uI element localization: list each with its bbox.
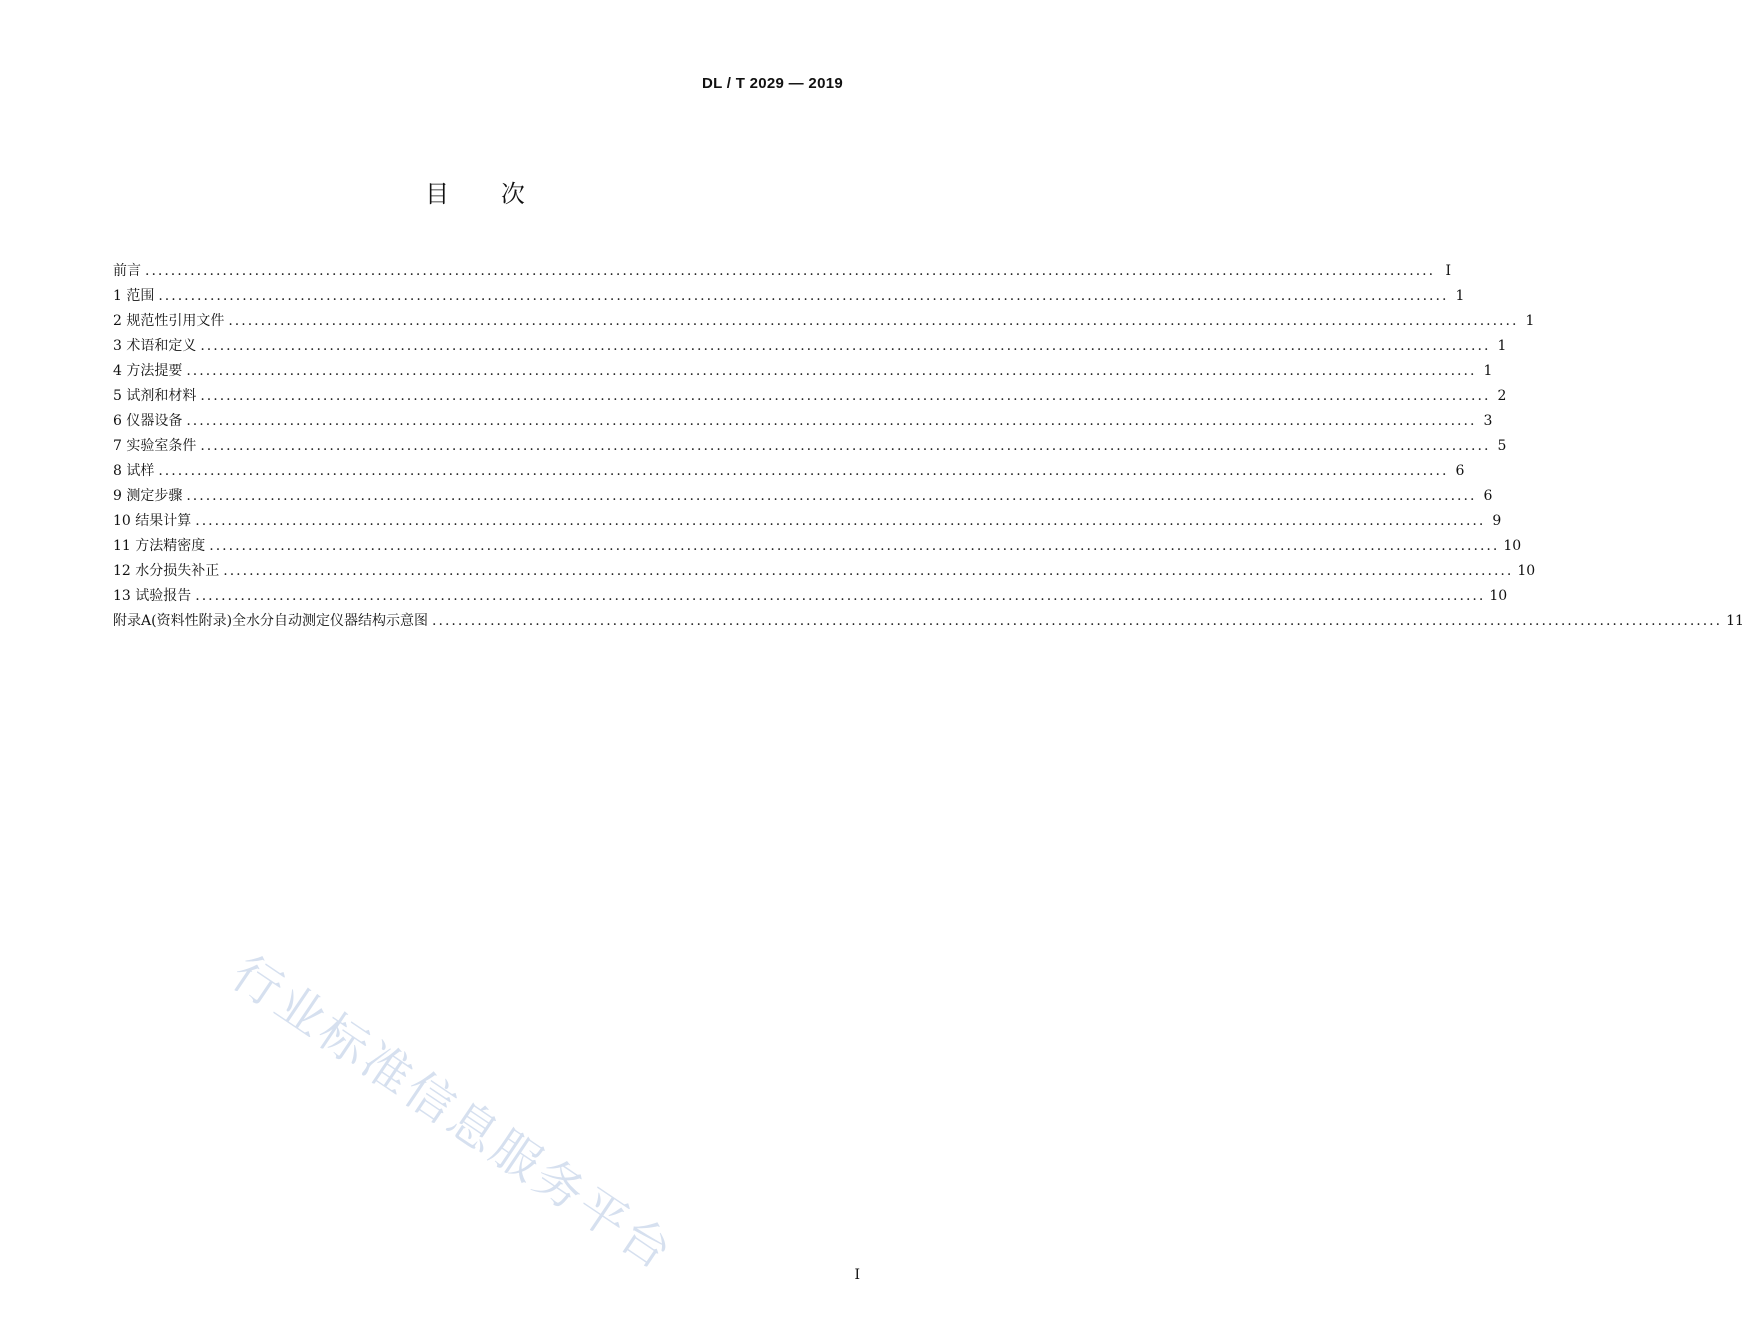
page-title-char-2: 次 xyxy=(500,180,525,208)
toc-dot-leader: ........................................................................................................................................................................................................ xyxy=(223,563,1514,579)
toc-entry-page: 10 xyxy=(1489,588,1508,604)
toc-entry-page: 3 xyxy=(1483,413,1493,429)
toc-dot-leader: ........................................................................................................................................................................................................ xyxy=(209,538,1500,554)
toc-entry-page: 10 xyxy=(1503,538,1522,554)
toc-entry-label: 9 测定步骤 xyxy=(113,488,183,504)
toc-entry-page: 9 xyxy=(1492,513,1502,529)
toc-entry-label: 7 实验室条件 xyxy=(113,438,197,454)
toc-entry[interactable] xyxy=(113,284,1465,309)
toc-entry-page: 6 xyxy=(1483,488,1493,504)
toc-entry-label: 13 试验报告 xyxy=(113,588,192,604)
toc-dot-leader: ........................................................................................................................................................................................................ xyxy=(186,488,1477,504)
toc-entry-label: 11 方法精密度 xyxy=(113,538,206,554)
toc-entry-label: 前言 xyxy=(113,263,141,279)
toc-entry-page: 2 xyxy=(1497,388,1507,404)
toc-dot-leader: ........................................................................................................................................................................................................ xyxy=(228,313,1519,329)
toc-entry[interactable] xyxy=(113,259,1452,284)
toc-entry-page: 5 xyxy=(1497,438,1507,454)
page-title-char-1: 目 xyxy=(425,180,450,208)
table-of-contents xyxy=(113,259,1744,634)
toc-entry-page: 6 xyxy=(1455,463,1465,479)
toc-entry[interactable] xyxy=(113,459,1465,484)
toc-dot-leader: ........................................................................................................................................................................................................ xyxy=(186,413,1477,429)
toc-entry-label: 附录A(资料性附录)全水分自动测定仪器结构示意图 xyxy=(113,613,429,629)
toc-entry[interactable] xyxy=(113,309,1535,334)
page-title xyxy=(0,174,950,209)
toc-dot-leader: ........................................................................................................................................................................................................ xyxy=(200,388,1491,404)
standard-code: DL / T 2029 — 2019 xyxy=(701,75,843,92)
toc-entry[interactable] xyxy=(113,534,1522,559)
toc-entry[interactable] xyxy=(113,359,1493,384)
toc-entry-label: 4 方法提要 xyxy=(113,363,183,379)
toc-entry-page: 1 xyxy=(1483,363,1493,379)
toc-entry-label: 2 规范性引用文件 xyxy=(113,313,225,329)
toc-entry-label: 1 范围 xyxy=(113,288,155,304)
toc-entry-label: 10 结果计算 xyxy=(113,513,192,529)
toc-entry[interactable] xyxy=(113,584,1508,609)
toc-entry-label: 3 术语和定义 xyxy=(113,338,197,354)
toc-entry[interactable] xyxy=(113,434,1507,459)
toc-entry[interactable] xyxy=(113,409,1493,434)
toc-dot-leader: ........................................................................................................................................................................................................ xyxy=(158,463,1449,479)
toc-dot-leader: ........................................................................................................................................................................................................ xyxy=(200,438,1491,454)
toc-entry[interactable] xyxy=(113,559,1536,584)
toc-dot-leader: ........................................................................................................................................................................................................ xyxy=(432,613,1723,629)
toc-entry[interactable] xyxy=(113,484,1493,509)
toc-dot-leader: ........................................................................................................................................................................................................ xyxy=(145,263,1436,279)
toc-dot-leader: ........................................................................................................................................................................................................ xyxy=(158,288,1449,304)
toc-dot-leader: ........................................................................................................................................................................................................ xyxy=(195,513,1486,529)
toc-entry[interactable] xyxy=(113,509,1502,534)
toc-entry-page: I xyxy=(1445,263,1452,279)
watermark: 行业标准信息服务平台 xyxy=(221,945,685,1283)
toc-entry[interactable] xyxy=(113,609,1744,634)
toc-entry-label: 6 仪器设备 xyxy=(113,413,183,429)
page-number: I xyxy=(854,1267,860,1283)
toc-entry-page: 1 xyxy=(1455,288,1465,304)
toc-dot-leader: ........................................................................................................................................................................................................ xyxy=(200,338,1491,354)
toc-entry-page: 1 xyxy=(1497,338,1507,354)
toc-entry-page: 10 xyxy=(1517,563,1536,579)
toc-entry-page: 1 xyxy=(1525,313,1535,329)
toc-entry-page: 11 xyxy=(1726,613,1744,629)
toc-entry-label: 8 试样 xyxy=(113,463,155,479)
toc-dot-leader: ........................................................................................................................................................................................................ xyxy=(195,588,1486,604)
toc-entry[interactable] xyxy=(113,384,1507,409)
toc-entry[interactable] xyxy=(113,334,1507,359)
toc-dot-leader: ........................................................................................................................................................................................................ xyxy=(186,363,1477,379)
toc-entry-label: 5 试剂和材料 xyxy=(113,388,197,404)
toc-entry-label: 12 水分损失补正 xyxy=(113,563,220,579)
